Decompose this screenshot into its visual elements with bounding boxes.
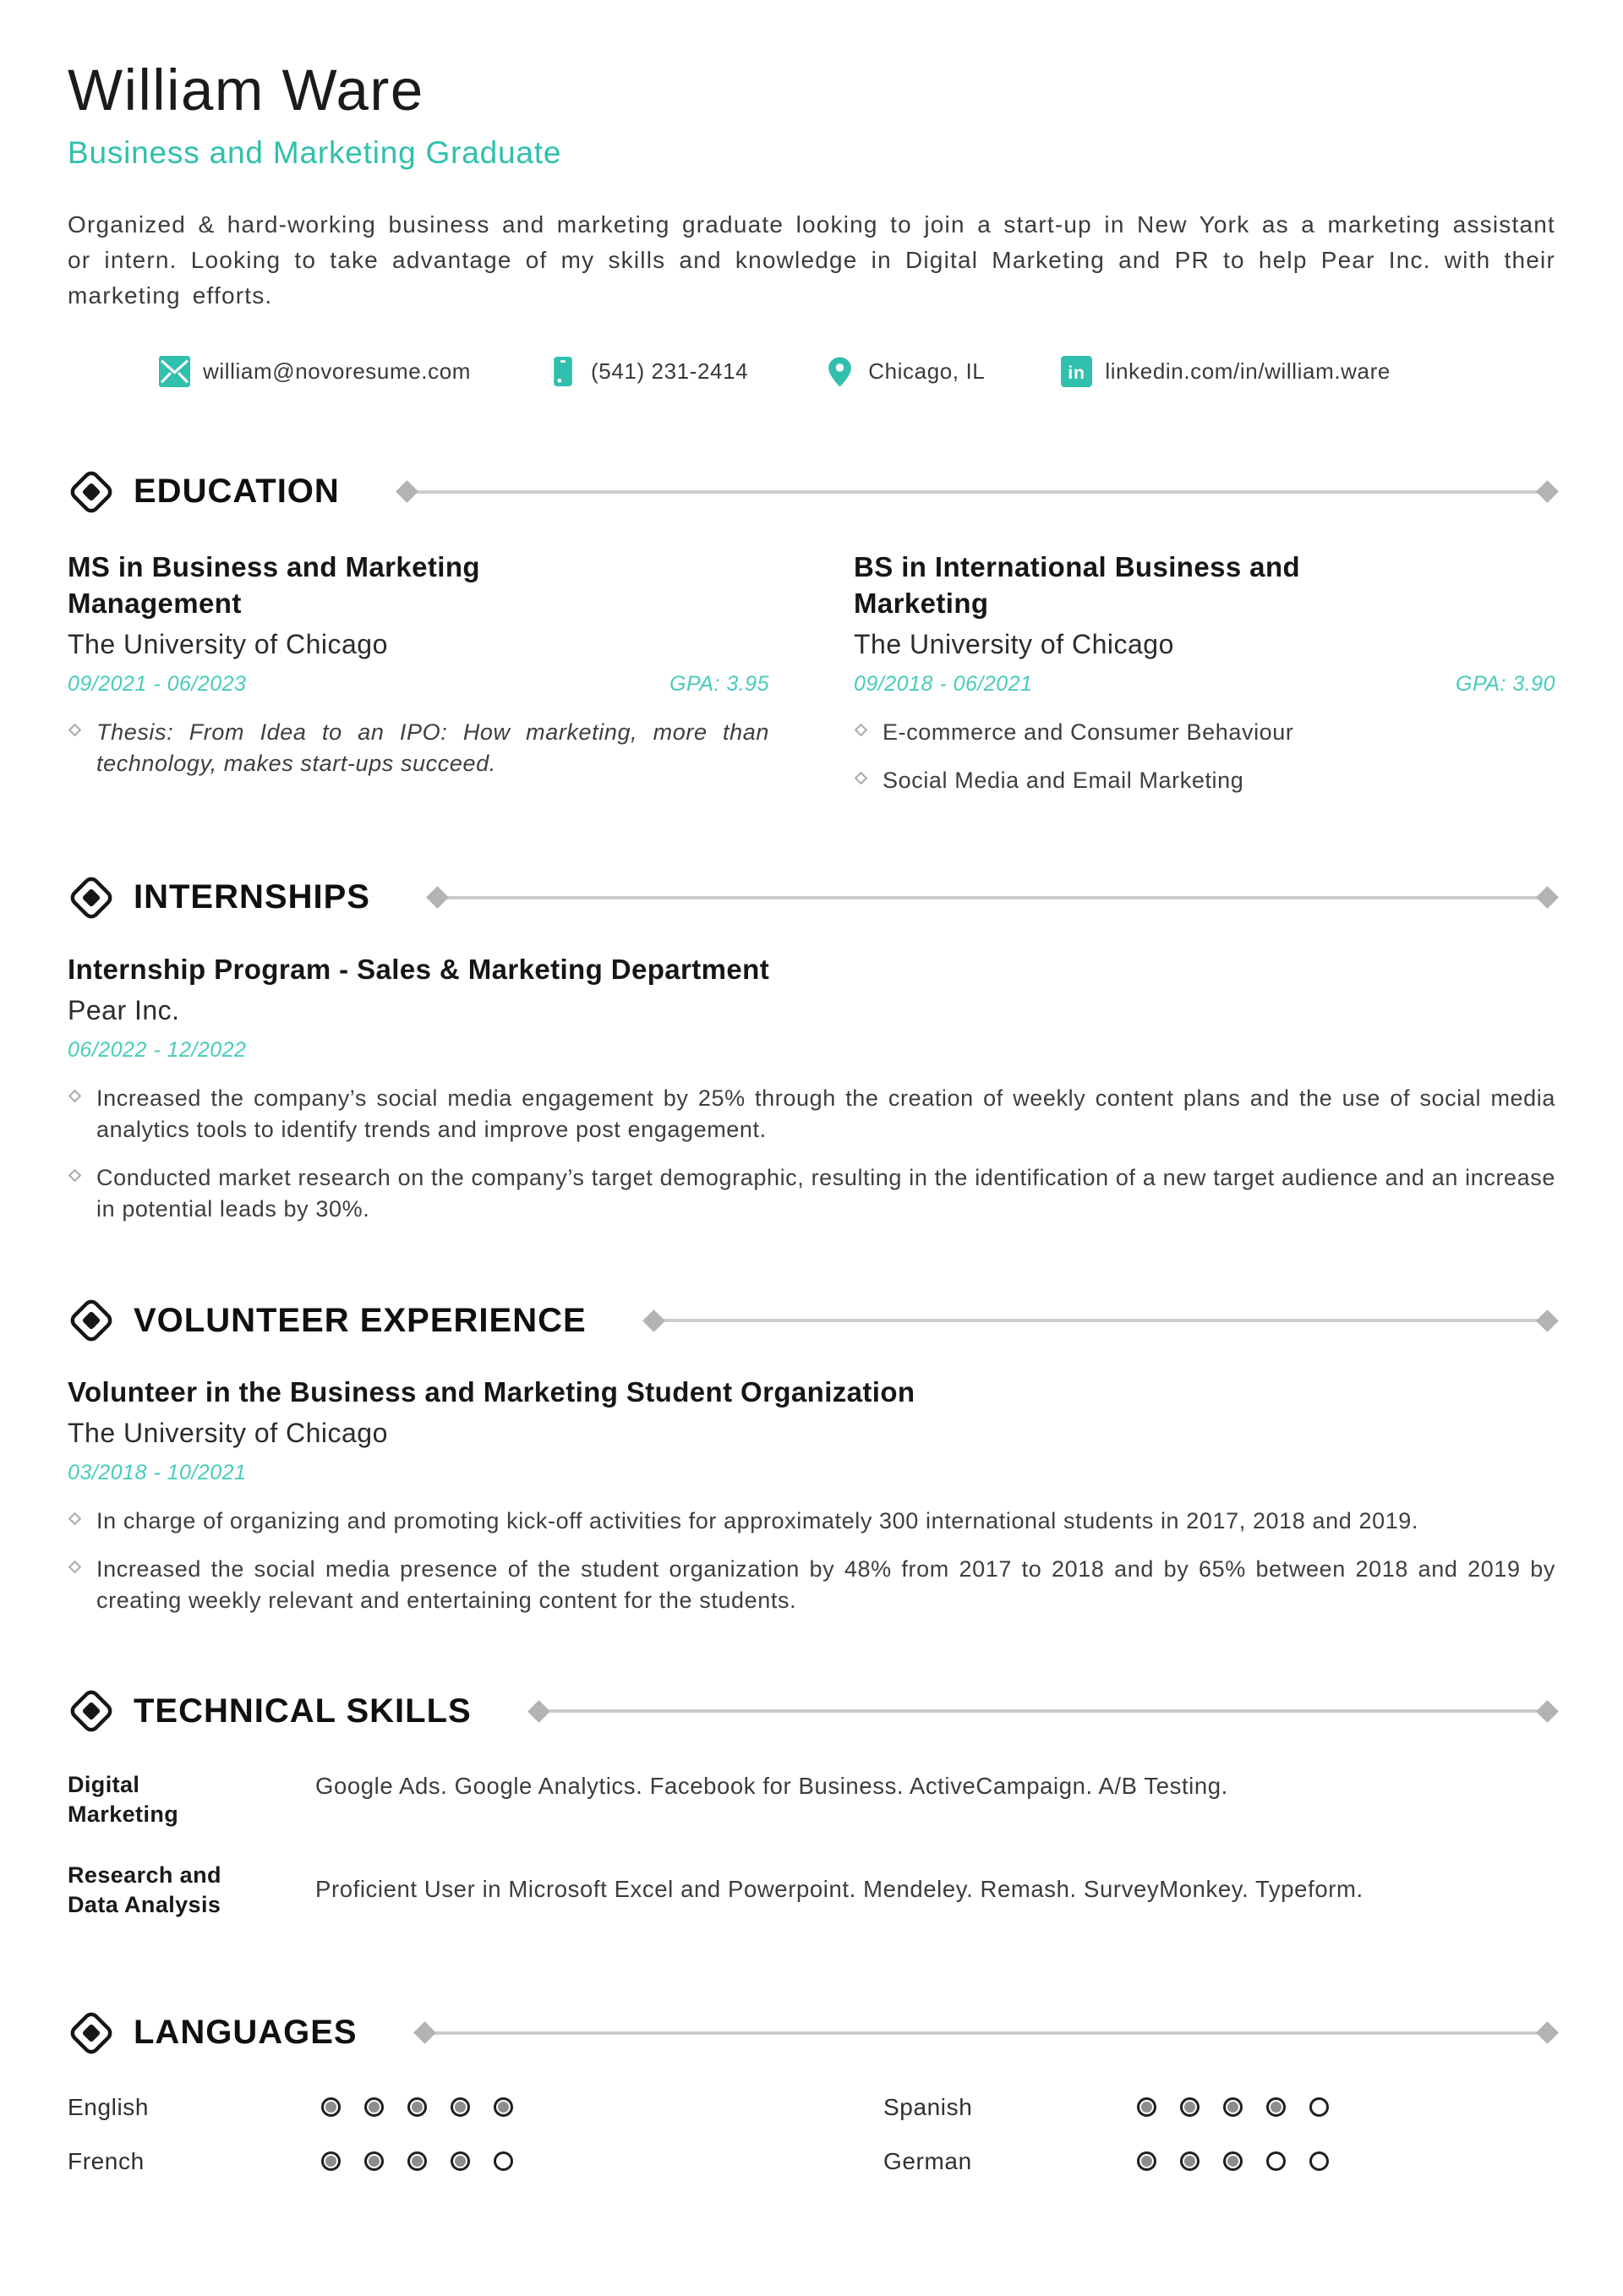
linkedin-icon bbox=[1061, 356, 1092, 387]
bullet-item bbox=[854, 717, 1555, 748]
degree-title: MS in Business and Marketing Management bbox=[68, 550, 480, 619]
section-title: TECHNICAL SKILLS bbox=[134, 1692, 472, 1730]
bullet-item bbox=[854, 765, 1555, 796]
education-entries bbox=[68, 549, 1555, 796]
gpa-value: GPA: 3.90 bbox=[1456, 671, 1555, 696]
volunteer-entry bbox=[68, 1375, 1555, 1616]
internship-entry bbox=[68, 952, 1555, 1225]
role-title: Internship Program - Sales & Marketing Department bbox=[68, 953, 770, 985]
bullet-item bbox=[68, 717, 769, 779]
divider-line bbox=[653, 1319, 1548, 1322]
level-dot bbox=[1309, 2097, 1329, 2117]
divider-line bbox=[424, 2031, 1548, 2035]
bullet-text: Social Media and Email Marketing bbox=[883, 767, 1244, 793]
skill-category: Digital Marketing bbox=[68, 1772, 179, 1828]
level-dot bbox=[1180, 2151, 1199, 2171]
level-dot bbox=[1223, 2151, 1243, 2171]
svg-text:in: in bbox=[1068, 362, 1086, 384]
internships-header bbox=[68, 874, 1555, 921]
section-diamond-icon bbox=[68, 874, 115, 921]
bullet-text: In charge of organizing and promoting kick-off activities for approximately 300 international students in 2017, 2018 and 2019. bbox=[96, 1508, 1419, 1534]
diamond-bullet-icon bbox=[855, 723, 868, 736]
bullet-list bbox=[68, 717, 769, 779]
diamond-bullet-icon bbox=[855, 771, 868, 784]
skills-table bbox=[68, 1770, 1555, 1919]
divider-diamond-left bbox=[396, 480, 418, 503]
bullet-list bbox=[68, 1506, 1555, 1616]
education-entry bbox=[68, 549, 769, 796]
date-range: 06/2022 - 12/2022 bbox=[68, 1037, 247, 1062]
phone-icon bbox=[547, 356, 578, 387]
entry-meta bbox=[854, 672, 1555, 697]
level-dot bbox=[407, 2097, 427, 2117]
section-internships bbox=[68, 874, 1555, 1225]
email-link[interactable]: william@novoresume.com bbox=[203, 358, 472, 384]
divider-diamond-right bbox=[1536, 2021, 1559, 2044]
section-divider bbox=[531, 1703, 1555, 1719]
person-name: William Ware bbox=[68, 57, 424, 123]
bullet-list bbox=[68, 1083, 1555, 1225]
divider-line bbox=[538, 1709, 1548, 1713]
skills-header bbox=[68, 1687, 1555, 1735]
section-title: EDUCATION bbox=[134, 473, 340, 511]
language-row bbox=[883, 2148, 1555, 2175]
organization-name: The University of Chicago bbox=[68, 1418, 388, 1449]
section-divider bbox=[417, 2025, 1555, 2041]
skill-items: Proficient User in Microsoft Excel and Powerpoint. Mendeley. Remash. SurveyMonkey. Typeform. bbox=[315, 1876, 1363, 1903]
company-name: Pear Inc. bbox=[68, 994, 180, 1025]
contact-phone bbox=[547, 356, 748, 387]
section-title: INTERNSHIPS bbox=[134, 878, 370, 916]
section-title: VOLUNTEER EXPERIENCE bbox=[134, 1301, 587, 1339]
summary-text: Organized & hard-working business and marketing graduate looking to join a start-up in New York as a marketing assistant or intern. Looking to take advantage of my skills and knowledge in Digital Marketing and PR to help Pear Inc. with their marketing efforts. bbox=[68, 210, 1555, 309]
level-dot bbox=[407, 2151, 427, 2171]
level-dot bbox=[364, 2097, 384, 2117]
school-name: The University of Chicago bbox=[68, 628, 388, 659]
languages-grid bbox=[68, 2094, 1555, 2175]
contact-email bbox=[159, 356, 471, 387]
language-name: English bbox=[68, 2093, 150, 2120]
level-dot bbox=[1137, 2097, 1156, 2117]
section-diamond-icon bbox=[68, 2009, 115, 2057]
bullet-text: Increased the company’s social media engagement by 25% through the creation of weekly content plans and the use of social media analytics tools to identify trends and improve post engagement. bbox=[96, 1085, 1555, 1142]
degree-title: BS in International Business and Marketing bbox=[854, 550, 1301, 619]
language-level-dots bbox=[321, 2151, 513, 2171]
section-diamond-icon bbox=[68, 1687, 115, 1735]
education-entry bbox=[854, 549, 1555, 796]
section-technical-skills bbox=[68, 1687, 1555, 1919]
section-diamond-icon bbox=[68, 468, 115, 516]
skill-row bbox=[68, 1770, 1555, 1829]
language-row bbox=[883, 2094, 1555, 2121]
linkedin-link[interactable]: linkedin.com/in/william.ware bbox=[1105, 358, 1391, 384]
level-dot bbox=[1266, 2097, 1286, 2117]
person-job-title: Business and Marketing Graduate bbox=[68, 134, 562, 170]
bullet-text: E-commerce and Consumer Behaviour bbox=[883, 719, 1294, 745]
bullet-list bbox=[854, 717, 1555, 796]
bullet-text: Thesis: From Idea to an IPO: How marketing, more than technology, makes start-ups succeed. bbox=[96, 719, 769, 776]
language-level-dots bbox=[1137, 2097, 1329, 2117]
divider-diamond-left bbox=[642, 1309, 665, 1332]
language-row bbox=[68, 2148, 740, 2175]
section-divider bbox=[646, 1313, 1555, 1329]
divider-diamond-right bbox=[1536, 1700, 1559, 1723]
education-header bbox=[68, 468, 1555, 516]
contact-location bbox=[824, 356, 985, 387]
skill-row bbox=[68, 1861, 1555, 1920]
location-text: Chicago, IL bbox=[868, 358, 986, 384]
skill-category: Research and Data Analysis bbox=[68, 1861, 221, 1917]
divider-diamond-left bbox=[527, 1700, 550, 1723]
level-dot bbox=[321, 2151, 341, 2171]
bullet-item bbox=[68, 1506, 1555, 1537]
level-dot bbox=[494, 2151, 513, 2171]
gpa-value: GPA: 3.95 bbox=[669, 671, 769, 696]
section-divider bbox=[429, 889, 1555, 905]
level-dot bbox=[451, 2151, 470, 2171]
diamond-bullet-icon bbox=[68, 723, 82, 736]
language-name: French bbox=[68, 2147, 145, 2174]
level-dot bbox=[1137, 2151, 1156, 2171]
section-languages bbox=[68, 2009, 1555, 2175]
divider-diamond-right bbox=[1536, 1309, 1559, 1332]
language-name: German bbox=[883, 2147, 972, 2174]
divider-diamond-right bbox=[1536, 480, 1559, 503]
divider-diamond-left bbox=[426, 886, 449, 909]
divider-line bbox=[407, 490, 1548, 494]
bullet-text: Conducted market research on the company’s target demographic, resulting in the identification of a new target audience and an increase in potential leads by 30%. bbox=[96, 1164, 1555, 1222]
section-diamond-icon bbox=[68, 1297, 115, 1344]
language-name: Spanish bbox=[883, 2093, 973, 2120]
contact-linkedin bbox=[1061, 356, 1391, 387]
level-dot bbox=[494, 2097, 513, 2117]
date-range: 09/2021 - 06/2023 bbox=[68, 671, 247, 696]
contact-row bbox=[159, 356, 1555, 387]
level-dot bbox=[321, 2097, 341, 2117]
date-range: 03/2018 - 10/2021 bbox=[68, 1461, 247, 1485]
languages-header bbox=[68, 2009, 1555, 2057]
divider-line bbox=[437, 896, 1548, 899]
diamond-bullet-icon bbox=[68, 1089, 82, 1102]
bullet-item bbox=[68, 1162, 1555, 1225]
phone-number: (541) 231-2414 bbox=[591, 358, 749, 384]
level-dot bbox=[451, 2097, 470, 2117]
diamond-bullet-icon bbox=[68, 1561, 82, 1574]
diamond-bullet-icon bbox=[68, 1512, 82, 1526]
date-range: 09/2018 - 06/2021 bbox=[854, 671, 1033, 696]
section-education bbox=[68, 468, 1555, 796]
section-volunteer bbox=[68, 1297, 1555, 1616]
divider-diamond-left bbox=[413, 2021, 436, 2044]
bullet-text: Increased the social media presence of the student organization by 48% from 2017 to 2018 and by 65% between 2018 and 2019 by creating weekly relevant and entertaining content for the students. bbox=[96, 1556, 1555, 1614]
entry-meta bbox=[68, 1038, 1555, 1063]
location-pin-icon bbox=[824, 356, 855, 387]
school-name: The University of Chicago bbox=[854, 628, 1174, 659]
section-title: LANGUAGES bbox=[134, 2014, 358, 2052]
role-title: Volunteer in the Business and Marketing Student Organization bbox=[68, 1376, 915, 1408]
diamond-bullet-icon bbox=[68, 1168, 82, 1182]
entry-meta bbox=[68, 1461, 1555, 1485]
level-dot bbox=[1180, 2097, 1199, 2117]
divider-diamond-right bbox=[1536, 886, 1559, 909]
level-dot bbox=[1223, 2097, 1243, 2117]
language-level-dots bbox=[1137, 2151, 1329, 2171]
bullet-item bbox=[68, 1083, 1555, 1145]
skill-items: Google Ads. Google Analytics. Facebook for Business. ActiveCampaign. A/B Testing. bbox=[315, 1773, 1228, 1800]
language-level-dots bbox=[321, 2097, 513, 2117]
level-dot bbox=[1266, 2151, 1286, 2171]
level-dot bbox=[364, 2151, 384, 2171]
level-dot bbox=[1309, 2151, 1329, 2171]
bullet-item bbox=[68, 1554, 1555, 1616]
section-divider bbox=[399, 484, 1555, 500]
email-icon bbox=[159, 356, 190, 387]
language-row bbox=[68, 2094, 740, 2121]
entry-meta bbox=[68, 672, 769, 697]
volunteer-header bbox=[68, 1297, 1555, 1344]
